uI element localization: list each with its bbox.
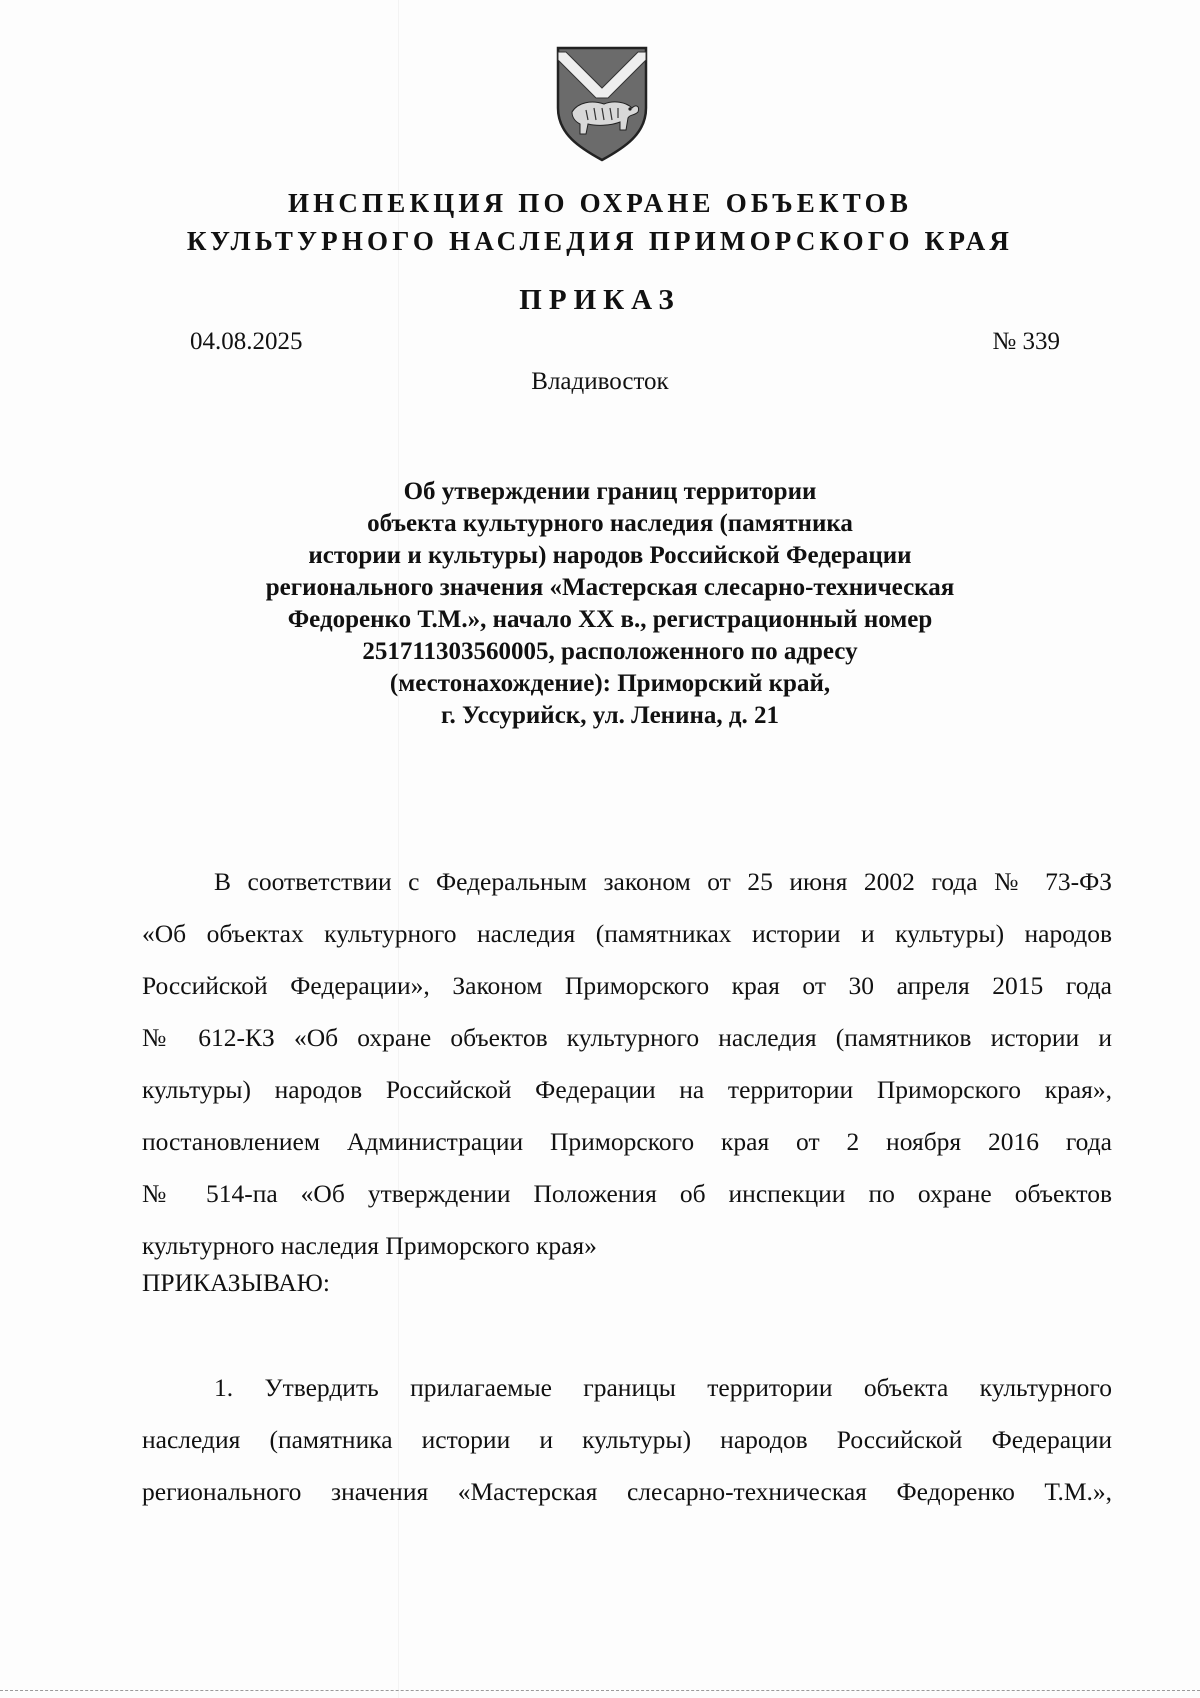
preamble-line: № 612-КЗ «Об охране объектов культурного наследия (памятников истории и: [142, 1023, 1112, 1052]
title-line: г. Уссурийск, ул. Ленина, д. 21: [440, 702, 780, 729]
preamble-line: культуры) народов Российской Федерации на территории Приморского края»,: [142, 1075, 1112, 1104]
document-title: [160, 476, 1060, 732]
document-number: № 339: [992, 328, 1060, 355]
organization-name-line2: КУЛЬТУРНОГО НАСЛЕДИЯ ПРИМОРСКОГО КРАЯ: [186, 226, 1014, 256]
preamble-line: В соответствии с Федеральным законом от 25 июня 2002 года № 73-ФЗ: [214, 867, 1112, 896]
title-line: 251711303560005, расположенного по адресу: [362, 638, 858, 665]
item-line: наследия (памятника истории и культуры) народов Российской Федерации: [142, 1425, 1112, 1454]
document-city: Владивосток: [531, 368, 669, 395]
document-date: 04.08.2025: [190, 328, 303, 355]
preamble-line: культурного наследия Приморского края»: [142, 1231, 597, 1260]
order-word: ПРИКАЗЫВАЮ:: [142, 1268, 330, 1297]
item-line: 1. Утвердить прилагаемые границы территории объекта культурного: [214, 1373, 1112, 1402]
preamble-line: Российской Федерации», Законом Приморского края от 30 апреля 2015 года: [142, 971, 1112, 1000]
title-line: истории и культуры) народов Российской Федерации: [308, 542, 912, 569]
organization-name-line1: ИНСПЕКЦИЯ ПО ОХРАНЕ ОБЪЕКТОВ: [287, 188, 913, 218]
preamble-line: «Об объектах культурного наследия (памятниках истории и культуры) народов: [142, 919, 1112, 948]
title-line: Федоренко Т.М.», начало XX в., регистрационный номер: [287, 606, 933, 633]
title-line: Об утверждении границ территории: [403, 478, 817, 505]
preamble-line: № 514-па «Об утверждении Положения об инспекции по охране объектов: [142, 1179, 1112, 1208]
preamble-paragraph: [142, 856, 1112, 1272]
order-item-1: [142, 1362, 1112, 1518]
preamble-line: постановлением Администрации Приморского края от 2 ноября 2016 года: [142, 1127, 1112, 1156]
title-line: (местонахождение): Приморский край,: [389, 670, 831, 697]
page-bottom-edge: [0, 1690, 1200, 1692]
item-line: регионального значения «Мастерская слесарно-техническая Федоренко Т.М.»,: [142, 1477, 1112, 1506]
document-type: ПРИКАЗ: [519, 284, 681, 316]
coat-of-arms-icon: [552, 44, 652, 162]
title-line: объекта культурного наследия (памятника: [367, 510, 853, 537]
title-line: регионального значения «Мастерская слесарно-техническая: [265, 574, 955, 601]
